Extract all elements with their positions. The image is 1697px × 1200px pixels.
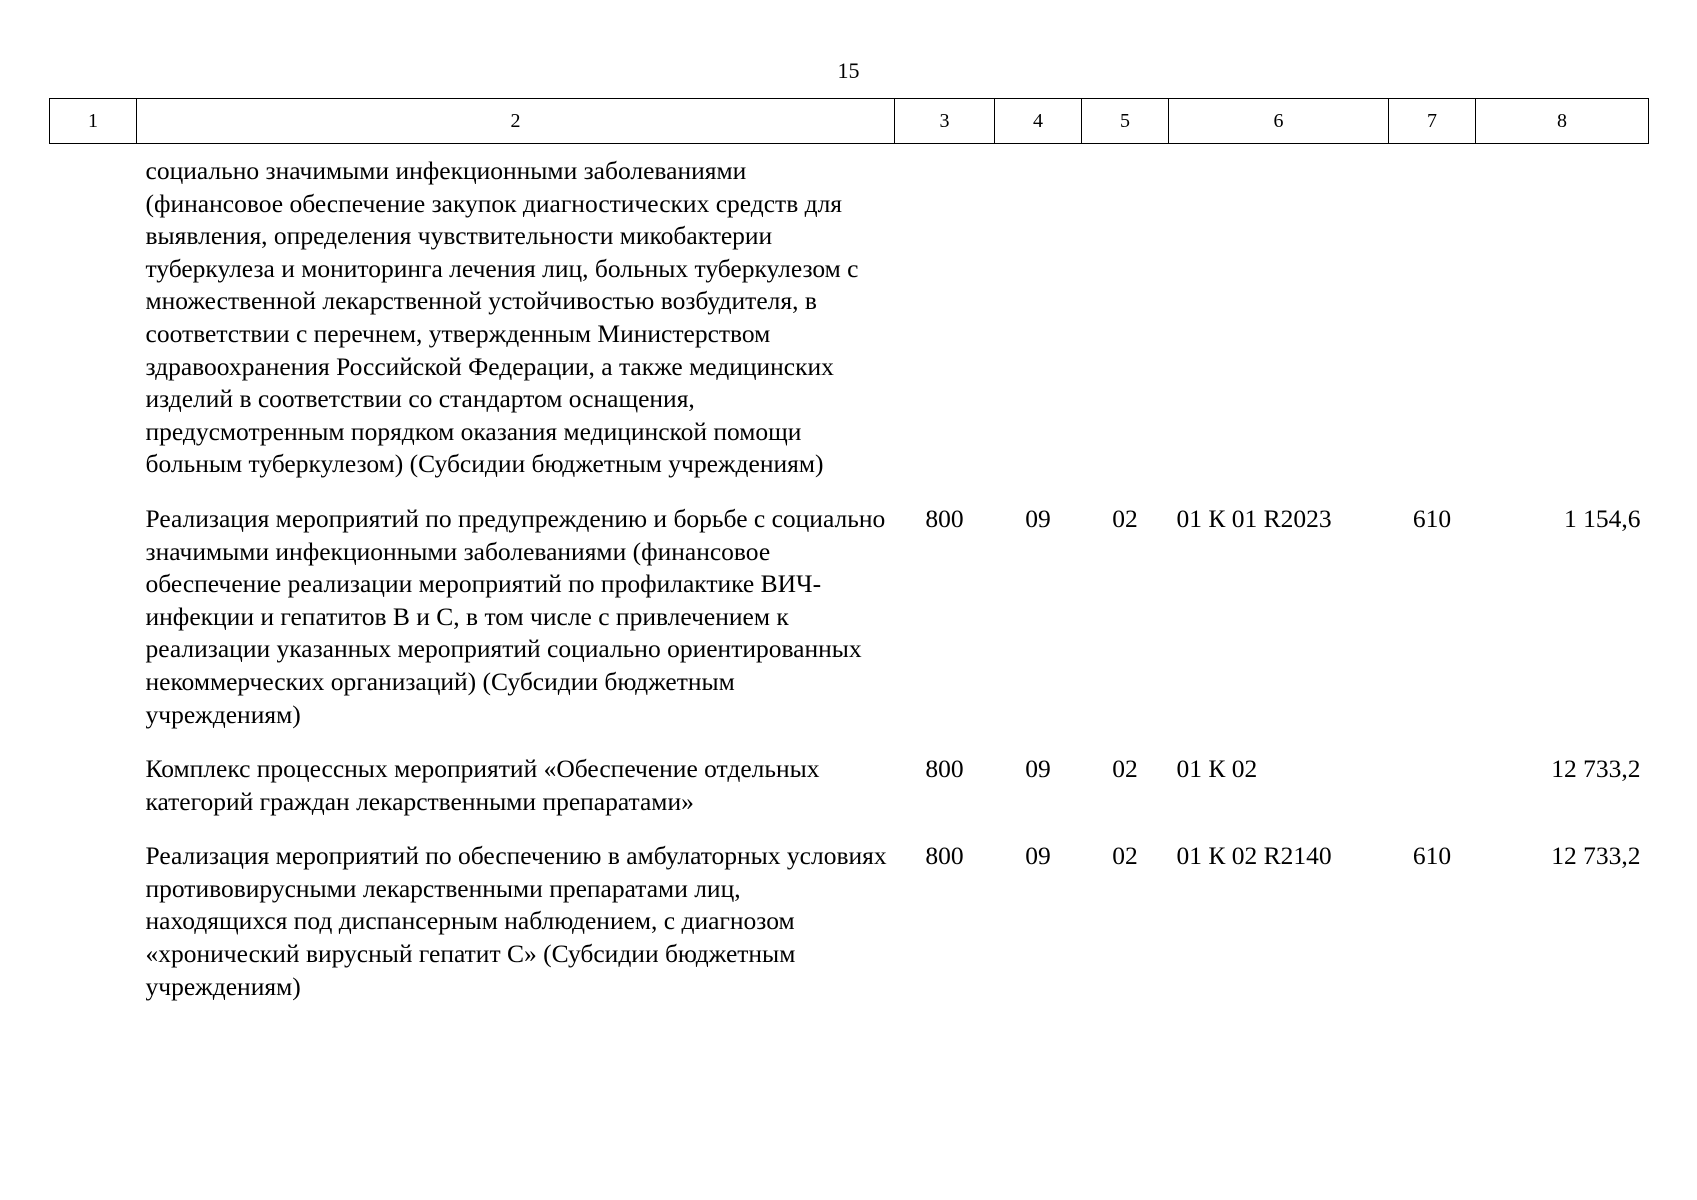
row-ministry: 800 [925, 754, 964, 784]
row-amount [1476, 144, 1649, 481]
column-header-4: 4 [995, 99, 1082, 144]
row-ministry: 800 [925, 841, 964, 871]
column-header-1: 1 [50, 99, 137, 144]
column-header-8: 8 [1476, 99, 1649, 144]
table-row [50, 731, 1649, 818]
column-header-7: 7 [1389, 99, 1476, 144]
row-target-article: 01 К 02 [1176, 754, 1258, 784]
row-subsection: 02 [1112, 754, 1138, 784]
row-ministry: 800 [925, 503, 964, 533]
column-header-5: 5 [1082, 99, 1169, 144]
row-subsection [1082, 144, 1169, 481]
row-subsection: 02 [1112, 503, 1138, 533]
row-target-article: 01 К 02 R2140 [1176, 841, 1332, 871]
row-expense-type: 610 [1412, 841, 1452, 871]
row-ministry [895, 144, 995, 481]
row-name: социально значимыми инфекционными заболеваниями (финансовое обеспечение закупок диагностических средств для выявления, определения чувствительности микобактерии туберкулеза и мониторинга лечения лиц, больных туберкулезом с множественной лекарственной устойчивостью возбудителя, в соответствии с перечнем, утвержденным Министерством здравоохранения Российской Федерации, а также медицинских изделий в соответствии со стандартом оснащения, предусмотренным порядком оказания медицинской помощи больным туберкулезом) (Субсидии бюджетным учреждениям) [145, 156, 859, 479]
row-name: Комплекс процессных мероприятий «Обеспечение отдельных категорий граждан лекарственными препаратами» [145, 754, 820, 816]
row-section: 09 [1025, 841, 1051, 871]
column-number-row [50, 99, 1649, 144]
table-row [50, 818, 1649, 1003]
page-number: 15 [837, 58, 860, 83]
row-number [50, 481, 137, 731]
row-amount: 12 733,2 [1551, 754, 1641, 784]
row-target-article [1169, 144, 1389, 481]
budget-table [49, 98, 1649, 1003]
row-amount: 1 154,6 [1564, 503, 1641, 533]
row-name: Реализация мероприятий по предупреждению и борьбе с социально значимыми инфекционными заболеваниями (финансовое обеспечение реализации мероприятий по профилактике ВИЧ-инфекции и гепатитов В и С, в том числе с привлечением к реализации указанных мероприятий социально ориентированных некоммерческих организаций) (Субсидии бюджетным учреждениям) [145, 503, 886, 729]
row-name: Реализация мероприятий по обеспечению в амбулаторных условиях противовирусными лекарственными препаратами лиц, находящихся под диспансерным наблюдением, с диагнозом «хронический вирусный гепатит С» (Субсидии бюджетным учреждениям) [145, 841, 887, 1001]
row-section: 09 [1025, 754, 1051, 784]
row-expense-type [1389, 731, 1476, 818]
row-number [50, 144, 137, 481]
table-row [50, 481, 1649, 731]
row-expense-type: 610 [1412, 503, 1452, 533]
table-header [50, 99, 1649, 144]
column-header-3: 3 [895, 99, 995, 144]
table-row [50, 144, 1649, 481]
row-number [50, 818, 137, 1003]
row-target-article: 01 К 01 R2023 [1176, 503, 1332, 533]
row-expense-type [1389, 144, 1476, 481]
row-section: 09 [1025, 503, 1051, 533]
row-section [995, 144, 1082, 481]
row-amount: 12 733,2 [1551, 841, 1641, 871]
row-number [50, 731, 137, 818]
column-header-6: 6 [1169, 99, 1389, 144]
table-body [50, 144, 1649, 1004]
column-header-2: 2 [137, 99, 895, 144]
row-subsection: 02 [1112, 841, 1138, 871]
